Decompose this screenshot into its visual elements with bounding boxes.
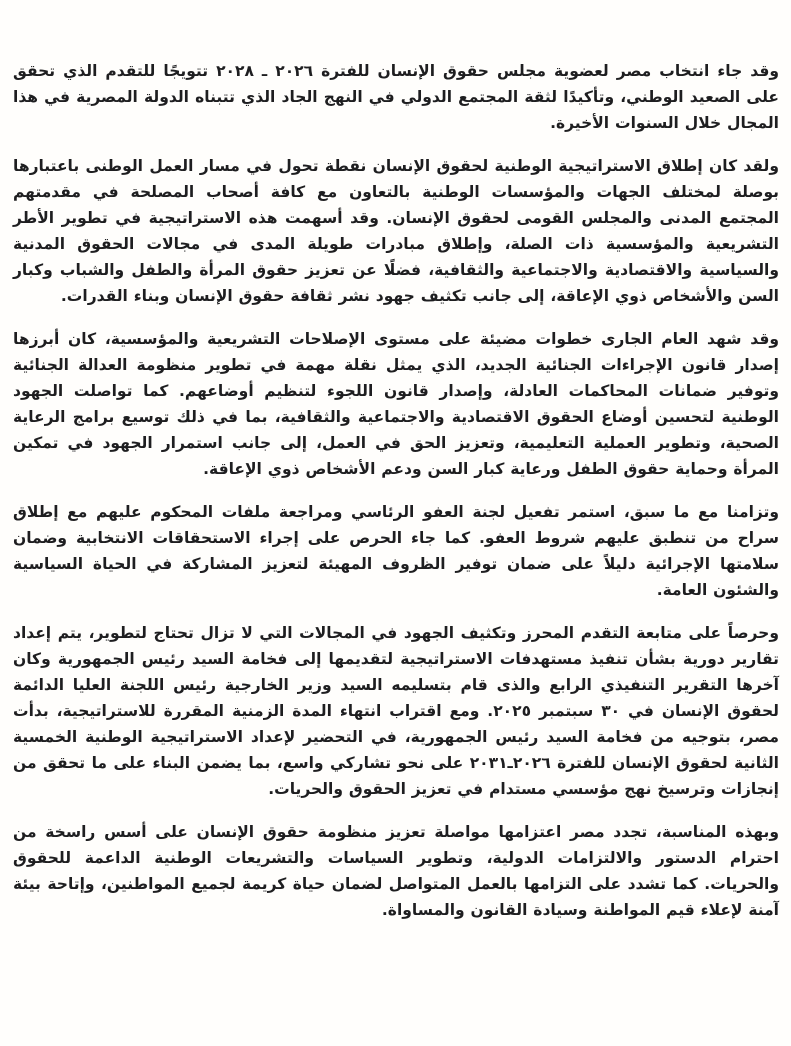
paragraph-closing-commitment: وبهذه المناسبة، تجدد مصر اعتزامها مواصلة تعزيز منظومة حقوق الإنسان على أسس راسخة من احترام الدستور والالتزامات الدولية، وتطوير السياسات والتشريعات الوطنية الداعمة للحقوق والحريات. كما تشدد على التزامها بالعمل المتواصل لضمان حياة كريمة لجميع المواطنين، وإتاحة بيئة آمنة لإعلاء قيم المواطنة وسيادة القانون والمساواة. [13, 823, 779, 919]
paragraph-presidential-pardon-committee: وتزامنا مع ما سبق، استمر تفعيل لجنة العفو الرئاسي ومراجعة ملفات المحكوم عليهم مع إطلاق سراح من تنطبق عليهم شروط العفو. كما جاء الحرص على إجراء الاستحقاقات الانتخابية وضمان سلامتها الإجرائية دليلاً على ضمان توفير الظروف المهيئة لتعزيز المشاركة في الحياة السياسية والشئون العامة. [13, 503, 779, 599]
paragraph-legislative-reforms: وقد شهد العام الجارى خطوات مضيئة على مستوى الإصلاحات التشريعية والمؤسسية، كان أبرزها إصدار قانون الإجراءات الجنائية الجديد، الذي يمثل نقلة مهمة في تطوير منظومة العدالة الجنائية وتوفير ضمانات المحاكمات العادلة، وإصدار قانون اللجوء لتنظيم أوضاعهم. كما تواصلت الجهود الوطنية لتحسين أوضاع الحقوق الاقتصادية والاجتماعية والثقافية، بما في ذلك توسيع برامج الرعاية الصحية، وتطوير العملية التعليمية، وتعزيز الحق في العمل، إلى جانب استمرار الجهود في تمكين المرأة وحماية حقوق الطفل ورعاية كبار السن ودعم الأشخاص ذوي الإعاقة. [13, 330, 779, 478]
paragraph-hrc-election: وقد جاء انتخاب مصر لعضوية مجلس حقوق الإنسان للفترة ٢٠٢٦ ـ ٢٠٢٨ تتويجًا للتقدم الذي تحقق على الصعيد الوطني، وتأكيدًا لثقة المجتمع الدولي في النهج الجاد الذي تتبناه الدولة المصرية في هذا المجال خلال السنوات الأخيرة. [13, 62, 779, 132]
paragraph-progress-reports-second-strategy: وحرصاً على متابعة التقدم المحرز وتكثيف الجهود في المجالات التي لا تزال تحتاج لتطوير، يتم إعداد تقارير دورية بشأن تنفيذ مستهدفات الاستراتيجية لتقديمها إلى فخامة السيد رئيس الجمهورية وكان آخرها التقرير التنفيذي الرابع والذى قام بتسليمه السيد وزير الخارجية رئيس اللجنة العليا الدائمة لحقوق الإنسان في ٣٠ سبتمبر ٢٠٢٥. ومع اقتراب انتهاء المدة الزمنية المقررة للاستراتيجية، بدأت مصر، بتوجيه من فخامة السيد رئيس الجمهورية، في التحضير لإعداد الاستراتيجية الوطنية الخمسية الثانية لحقوق الإنسان للفترة ٢٠٢٦ـ٢٠٣١ على نحو تشاركي واسع، بما يضمن البناء على ما تحقق من إنجازات وترسيخ نهج مؤسسي مستدام في تعزيز الحقوق والحريات. [13, 624, 779, 798]
paragraph-national-strategy-launch: ولقد كان إطلاق الاستراتيجية الوطنية لحقوق الإنسان نقطة تحول في مسار العمل الوطنى باعتبارها بوصلة لمختلف الجهات والمؤسسات الوطنية بالتعاون مع كافة أصحاب المصلحة في مقدمتهم المجتمع المدنى والمجلس القومى لحقوق الإنسان. وقد أسهمت هذه الاستراتيجية في تطوير الأطر التشريعية والمؤسسية ذات الصلة، وإطلاق مبادرات طويلة المدى في مجالات الحقوق المدنية والسياسية والاقتصادية والاجتماعية والثقافية، فضلًا عن تعزيز حقوق المرأة والطفل والشباب وكبار السن والأشخاص ذوي الإعاقة، إلى جانب تكثيف جهود نشر ثقافة حقوق الإنسان وبناء القدرات. [13, 157, 779, 305]
